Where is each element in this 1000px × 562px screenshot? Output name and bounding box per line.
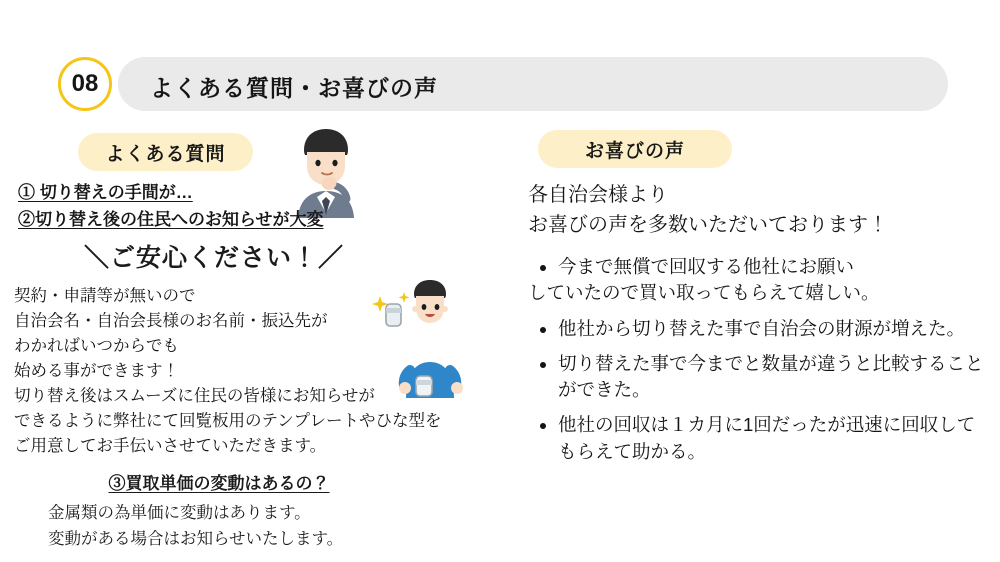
- page-title: よくある質問・お喜びの声: [150, 75, 438, 101]
- faq-answer-line-3: わかればいつからでも: [14, 337, 179, 356]
- list-item: • 今まで無償で回収する他社にお願い: [558, 254, 988, 280]
- faq-closing-line-2: 変動がある場合はお知らせいたします。: [48, 530, 344, 549]
- faq-pill-label: よくある質問: [78, 133, 253, 171]
- faq-closing-line-1: 金属類の為単価に変動はあります。: [48, 503, 311, 522]
- faq-question-3: ③買取単価の変動はあるの？: [108, 473, 330, 493]
- voices-column: [528, 180, 988, 474]
- list-item: • 他社から切り替えた事で自治会の財源が増えた。: [558, 316, 988, 342]
- faq-answer-line-4: 始める事ができます！: [14, 362, 179, 381]
- voices-lead-line-1: 各自治会様より: [528, 184, 668, 206]
- faq-answer-line-5: 切り替え後はスムーズに住民の皆様にお知らせが: [14, 387, 375, 406]
- list-item: • 他社の回収は１カ月に1回だったが迅速に回収してもらえて助かる。: [558, 412, 988, 465]
- section-header: [58, 57, 948, 111]
- voices-list: [528, 254, 988, 465]
- voice-pill-label: お喜びの声: [538, 130, 732, 168]
- voices-lead: [528, 180, 988, 240]
- list-item-continuation: していたので買い取ってもらえて嬉しい。: [528, 282, 880, 304]
- voices-lead-line-2: お喜びの声を多数いただいております！: [528, 214, 888, 236]
- faq-question-1: ① 切り替えの手間が…: [18, 183, 193, 202]
- section-number-badge: 08: [58, 57, 112, 111]
- reassure-headline: ＼ご安心ください！／: [83, 244, 344, 272]
- faq-answer-line-6: できるように弊社にて回覧板用のテンプレートやひな型を: [14, 412, 442, 431]
- list-item: • 切り替えた事で今までと数量が違うと比較することができた。: [558, 351, 988, 404]
- faq-answer-line-2: 自治会名・自治会長様のお名前・振込先が: [14, 312, 328, 331]
- faq-answer-line-7: ご用意してお手伝いさせていただきます。: [14, 437, 327, 456]
- faq-question-2: ②切り替え後の住民へのお知らせが大変: [18, 210, 324, 229]
- faq-answer-line-1: 契約・申請等が無いので: [14, 287, 196, 305]
- boy-holding-can-icon: [372, 278, 482, 398]
